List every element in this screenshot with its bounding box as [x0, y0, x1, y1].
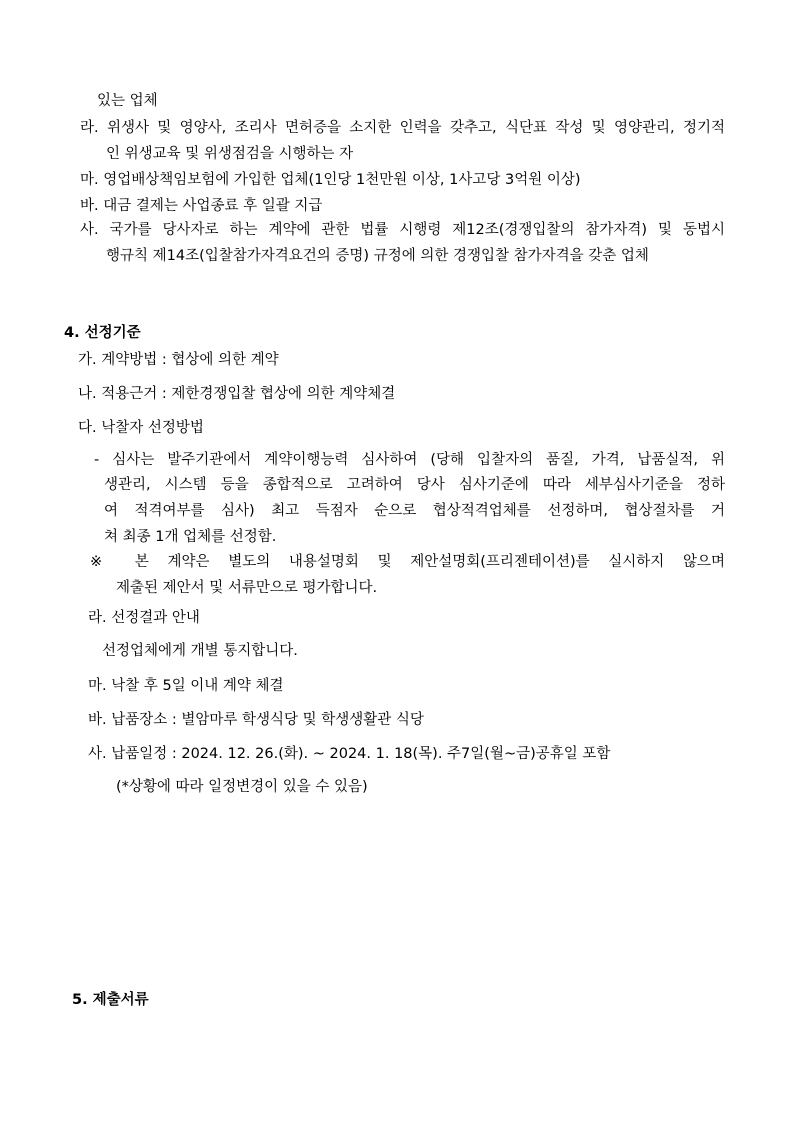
section-4-item-sa: 사. 납품일정 : 2024. 12. 26.(화). ~ 2024. 1. 18(목). 주7일(월~금)공휴일 포함	[88, 746, 611, 762]
qualification-continuation: 있는 업체	[97, 93, 158, 109]
section-4-item-ba: 바. 납품장소 : 별암마루 학생식당 및 학생생활관 식당	[88, 712, 424, 728]
qualification-item-sa-line1: 사. 국가를 당사자로 하는 계약에 관한 법률 시행령 제12조(경쟁입찰의 참가자격) 및 동법시	[80, 222, 725, 238]
selection-method-bullet-line1: - 심사는 발주기관에서 계약이행능력 심사하여 (당해 입찰자의 품질, 가격, 납품실적, 위	[94, 452, 725, 468]
section-4-item-ga: 가. 계약방법 : 협상에 의한 계약	[78, 352, 279, 368]
qualification-item-ba: 바. 대금 결제는 사업종료 후 일괄 지급	[80, 198, 323, 214]
qualification-item-ra-line1: 라. 위생사 및 영양사, 조리사 면허증을 소지한 인력을 갖추고, 식단표 작성 및 영양관리, 정기적	[80, 120, 725, 136]
section-4-item-ma: 마. 낙찰 후 5일 이내 계약 체결	[88, 678, 284, 694]
section-5-heading: 5. 제출서류	[72, 992, 149, 1008]
delivery-schedule-note: (*상황에 따라 일정변경이 있을 수 있음)	[116, 779, 368, 795]
section-4-item-na: 나. 적용근거 : 제한경쟁입찰 협상에 의한 계약체결	[78, 386, 396, 402]
selection-method-bullet-line2: 생관리, 시스템 등을 종합적으로 고려하여 당사 심사기준에 따라 세부심사기준을 정하	[104, 477, 725, 493]
section-4-item-da: 다. 낙찰자 선정방법	[78, 420, 204, 436]
section-4-heading: 4. 선정기준	[64, 325, 141, 341]
selection-method-bullet-line3: 여 적격여부를 심사) 최고 득점자 순으로 협상적격업체를 선정하며, 협상절차를 거	[104, 503, 725, 519]
selection-result-detail: 선정업체에게 개별 통지합니다.	[102, 643, 298, 659]
presentation-note-line1: ※ 본 계약은 별도의 내용설명회 및 제안설명회(프리젠테이션)를 실시하지 않으며	[90, 554, 725, 570]
qualification-item-ma: 마. 영업배상책임보험에 가입한 업체(1인당 1천만원 이상, 1사고당 3억원 이상)	[80, 172, 581, 188]
qualification-item-ra-line2: 인 위생교육 및 위생점검을 시행하는 자	[106, 146, 354, 162]
selection-method-bullet-line4: 쳐 최종 1개 업체를 선정함.	[104, 529, 277, 545]
section-4-item-ra: 라. 선정결과 안내	[88, 610, 200, 626]
presentation-note-line2: 제출된 제안서 및 서류만으로 평가합니다.	[116, 580, 378, 596]
qualification-item-sa-line2: 행규칙 제14조(입찰참가자격요건의 증명) 규정에 의한 경쟁입찰 참가자격을 갖춘 업체	[106, 248, 649, 264]
